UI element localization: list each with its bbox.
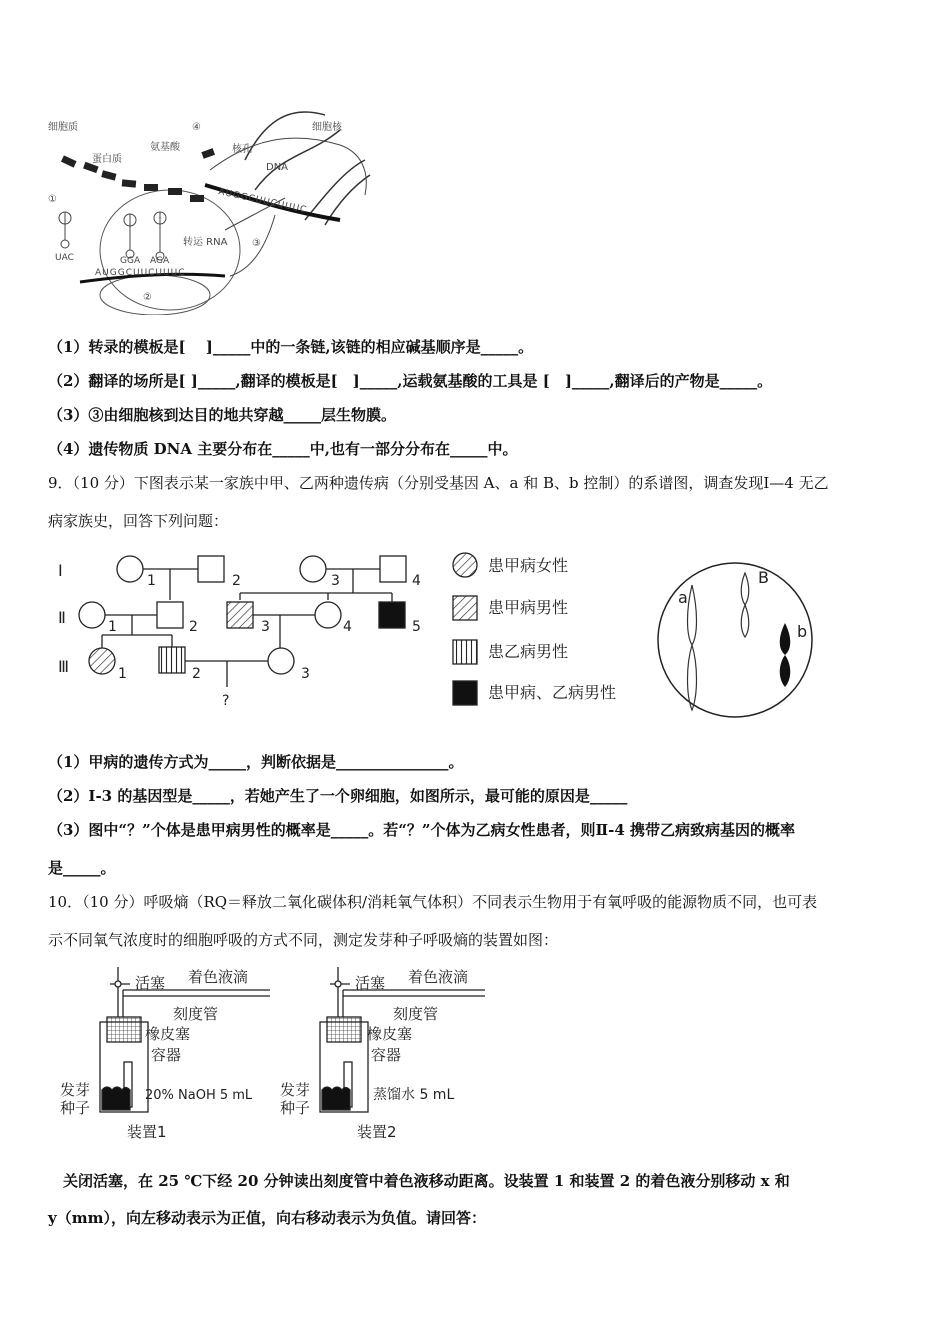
individual-III-3 bbox=[268, 648, 294, 674]
q10-part-2: y（mm），向左移动表示为正值，向右移动表示为负值。请回答： bbox=[48, 1209, 486, 1227]
individual-I-1 bbox=[117, 556, 143, 582]
q8-part-1: （1）转录的模板是[ ]_____中的一条链,该链的相应碱基顺序是_____。 bbox=[48, 338, 534, 356]
individual-II-2 bbox=[157, 602, 183, 628]
ap2-droplet: 着色液滴 bbox=[408, 968, 469, 986]
ap1-seed-1: 发芽 bbox=[60, 1081, 91, 1099]
q8-part-4: （4）遗传物质 DNA 主要分布在_____中,也有一部分分布在_____中。 bbox=[48, 440, 518, 458]
ap2-seed-1: 发芽 bbox=[280, 1081, 311, 1099]
ap1-caption: 装置1 bbox=[127, 1123, 167, 1141]
num-III-3: 3 bbox=[301, 666, 310, 682]
label-nuclear-pore: 核孔 bbox=[232, 144, 252, 155]
ap2-seed-2: 种子 bbox=[280, 1099, 311, 1117]
num-I-4: 4 bbox=[412, 573, 421, 589]
legend-symbol-affected-male-ab bbox=[453, 681, 477, 705]
individual-II-5 bbox=[379, 602, 405, 628]
legend-symbol-affected-female-a bbox=[453, 553, 477, 577]
legend-symbol-affected-male-a bbox=[453, 596, 477, 620]
chrom-label-b: b bbox=[797, 622, 808, 641]
legend-text-4: 患甲病、乙病男性 bbox=[488, 683, 617, 702]
num-III-2: 2 bbox=[192, 666, 201, 682]
q9-part-1: （1）甲病的遗传方式为_____，判断依据是_______________。 bbox=[48, 753, 464, 771]
label-dna: DNA bbox=[266, 162, 289, 173]
q8-part-2: （2）翻译的场所是[ ]_____,翻译的模板是[ ]_____,运载氨基酸的工具是 [ ]_____,翻译后的产物是_____。 bbox=[48, 372, 773, 390]
label-trna: 转运 RNA bbox=[183, 237, 228, 248]
protein-chain bbox=[61, 148, 215, 202]
label-amino-acid: 氨基酸 bbox=[150, 142, 180, 153]
ap2-tube: 刻度管 bbox=[393, 1005, 439, 1023]
ap2-stopper: 橡皮塞 bbox=[367, 1025, 413, 1043]
label-dna-sequence: AUGGCUUCUUUC bbox=[217, 187, 308, 216]
legend-symbol-affected-male-b bbox=[453, 640, 477, 664]
num-I-3: 3 bbox=[331, 573, 340, 589]
label-cytoplasm: 细胞质 bbox=[48, 122, 78, 133]
individual-II-4 bbox=[315, 602, 341, 628]
gen-label-II: Ⅱ bbox=[58, 608, 66, 627]
legend-text-1: 患甲病女性 bbox=[488, 556, 569, 575]
label-marker-1: ① bbox=[48, 194, 57, 205]
legend-text-2: 患甲病男性 bbox=[488, 598, 569, 617]
ap1-stopper: 橡皮塞 bbox=[145, 1025, 191, 1043]
q9-stem-line-1: 9．（10 分）下图表示某一家族中甲、乙两种遗传病（分别受基因 A、a 和 B、b 控制）的系谱图，调查发现Ⅰ—4 无乙 bbox=[48, 474, 829, 492]
num-III-1: 1 bbox=[118, 666, 127, 682]
q9-stem-line-2: 病家族史，回答下列问题： bbox=[48, 512, 229, 530]
ap2-solution: 蒸馏水 5 mL bbox=[373, 1087, 455, 1103]
individual-II-1 bbox=[79, 602, 105, 628]
pedigree-figure bbox=[50, 545, 920, 725]
ap1-solution: 20% NaOH 5 mL bbox=[145, 1088, 253, 1103]
gen-label-I: Ⅰ bbox=[58, 561, 63, 580]
legend-text-3: 患乙病男性 bbox=[488, 642, 569, 661]
label-marker-2: ② bbox=[143, 292, 152, 303]
num-II-4: 4 bbox=[343, 619, 352, 635]
num-II-1: 1 bbox=[108, 619, 117, 635]
individual-I-4 bbox=[380, 556, 406, 582]
chrom-label-B: B bbox=[758, 568, 769, 587]
chrom-label-a: a bbox=[678, 588, 688, 607]
q9-part-4: 是_____。 bbox=[48, 859, 116, 877]
label-mrna-sequence: AUGGCUUCUUUC bbox=[95, 268, 186, 278]
gen-label-III: Ⅲ bbox=[58, 657, 70, 676]
num-I-2: 2 bbox=[232, 573, 241, 589]
label-nucleus: 细胞核 bbox=[312, 122, 342, 133]
q9-part-3: （3）图中“？”个体是患甲病男性的概率是_____。若“？”个体为乙病女性患者，则Ⅱ-4 携带乙病致病基因的概率 bbox=[48, 821, 795, 839]
num-II-5: 5 bbox=[412, 619, 421, 635]
label-anticodon-1: UAC bbox=[55, 253, 74, 263]
label-marker-3: ③ bbox=[252, 238, 261, 249]
num-II-2: 2 bbox=[189, 619, 198, 635]
ap1-tube: 刻度管 bbox=[173, 1005, 219, 1023]
q10-stem-line-2: 示不同氧气浓度时的细胞呼吸的方式不同，测定发芽种子呼吸熵的装置如图： bbox=[48, 931, 559, 949]
q8-part-3: （3）③由细胞核到达目的地共穿越_____层生物膜。 bbox=[48, 406, 396, 424]
q9-part-2: （2）Ⅰ-3 的基因型是_____，若她产生了一个卵细胞，如图所示，最可能的原因是_____ bbox=[48, 787, 628, 805]
ap1-container: 容器 bbox=[151, 1046, 182, 1064]
individual-III-2 bbox=[159, 647, 185, 673]
individual-II-3 bbox=[227, 602, 253, 628]
q10-part-1: 关闭活塞，在 25 ℃下经 20 分钟读出刻度管中着色液移动距离。设装置 1 和装置 2 的着色液分别移动 x 和 bbox=[48, 1172, 790, 1190]
egg-cell-chromosomes bbox=[658, 563, 812, 717]
ap2-caption: 装置2 bbox=[357, 1123, 397, 1141]
ap1-droplet: 着色液滴 bbox=[188, 968, 249, 986]
label-protein: 蛋白质 bbox=[92, 154, 122, 165]
individual-I-3 bbox=[300, 556, 326, 582]
q10-stem-line-1: 10．（10 分）呼吸熵（RQ＝释放二氧化碳体积/消耗氧气体积）不同表示生物用于有氧呼吸的能源物质不同，也可表 bbox=[48, 893, 818, 911]
ap2-stopcock: 活塞 bbox=[355, 974, 386, 992]
respiration-apparatus-figure bbox=[55, 962, 495, 1147]
label-anticodon-2: GGA bbox=[120, 256, 141, 266]
individual-III-1 bbox=[89, 648, 115, 674]
ap1-stopcock: 活塞 bbox=[135, 974, 166, 992]
transcription-translation-figure bbox=[40, 100, 380, 315]
label-marker-4: ④ bbox=[192, 122, 201, 133]
ap2-container: 容器 bbox=[371, 1046, 402, 1064]
individual-I-2 bbox=[198, 556, 224, 582]
ap1-seed-2: 种子 bbox=[60, 1099, 91, 1117]
num-unknown-child: ? bbox=[222, 693, 230, 709]
num-II-3: 3 bbox=[261, 619, 270, 635]
label-anticodon-3: AGA bbox=[150, 256, 170, 266]
num-I-1: 1 bbox=[147, 573, 156, 589]
